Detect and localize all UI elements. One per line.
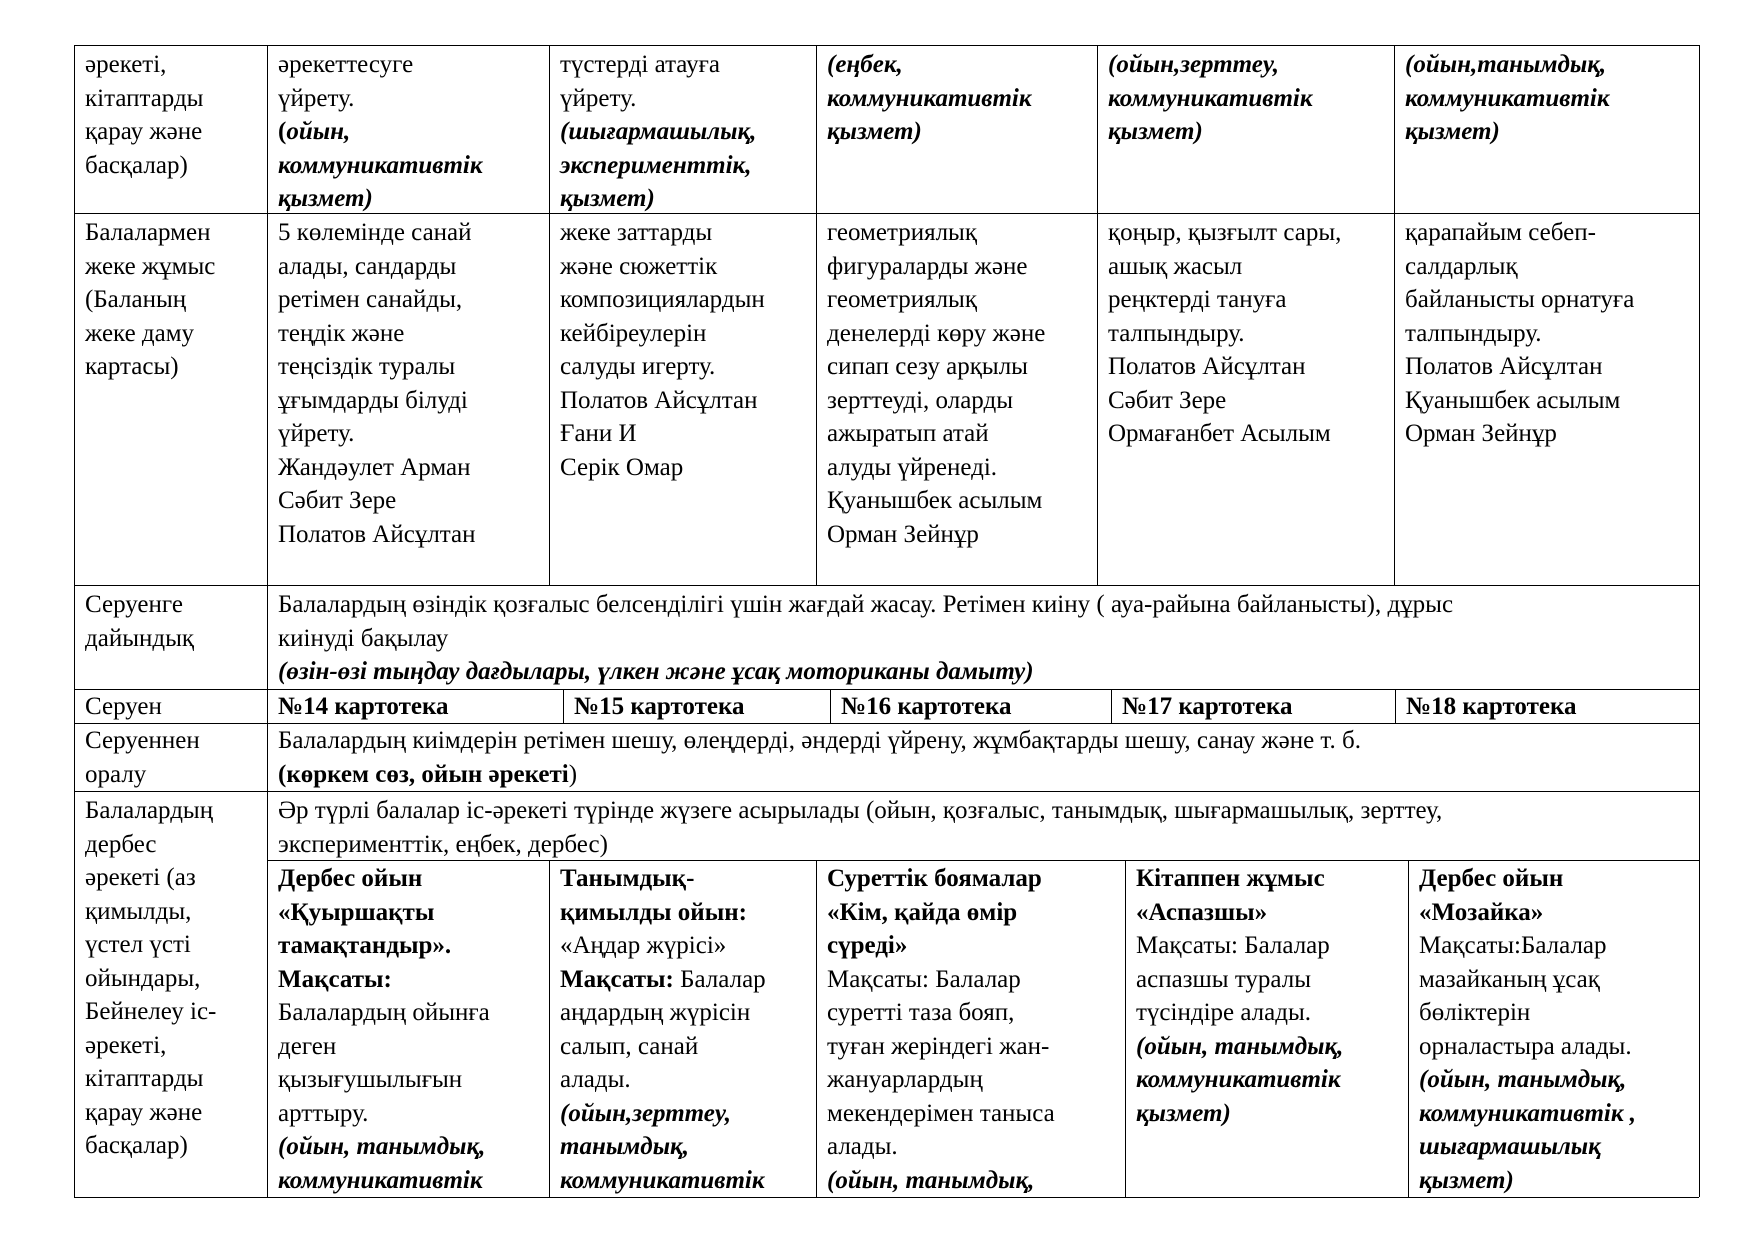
cell-line: шығармашылық xyxy=(1419,1133,1601,1160)
cell-line: (ойын, танымдық, xyxy=(1419,1066,1627,1093)
row2-label-cell xyxy=(85,216,215,384)
bold-text: ( xyxy=(278,118,287,145)
cell-line: фигураларды және xyxy=(827,252,1028,280)
cell-line: Бейнелеу іс- xyxy=(85,998,217,1025)
cell-line: мекендерімен таныса xyxy=(827,1099,1055,1127)
cell-line: Полатов Айсұлтан xyxy=(560,386,758,414)
cell-line: Ормағанбет Асылым xyxy=(1108,420,1331,447)
cell-line: алады, сандарды xyxy=(278,252,457,280)
row4-label-cell xyxy=(85,690,162,724)
cell-line: қарау және xyxy=(85,1098,203,1126)
cell-line: «Мозайка» xyxy=(1419,898,1544,926)
cell-line: талпындыру. xyxy=(1108,319,1245,347)
cell-line: №15 картотека xyxy=(574,693,745,720)
cell-line: деген xyxy=(278,1032,337,1060)
row3-label-cell xyxy=(85,588,194,655)
cell-line: танымдық, xyxy=(560,1133,689,1160)
cell-line: Дербес ойын xyxy=(278,865,423,892)
cell-line: қызығушылығын xyxy=(278,1066,463,1093)
cell-line: (ойын, танымдық, xyxy=(827,1166,1035,1194)
cell-line: «Кім, қайда өмір xyxy=(827,898,1018,926)
cell-line: дайындық xyxy=(85,624,195,652)
cell-line: эксперименттік, еңбек, дербес) xyxy=(278,830,608,858)
row5-content-cell xyxy=(278,724,1361,791)
cell-line: Орман Зейнұр xyxy=(1405,420,1557,447)
row1-col2-cell xyxy=(560,48,756,216)
cell-line: әрекеті, xyxy=(85,51,167,78)
cell-line: оралу xyxy=(85,760,147,788)
cell-line: коммуникативтік xyxy=(827,84,1032,112)
cell-line: (ойын,танымдық, xyxy=(1405,51,1607,78)
cell-line: Мақсаты:Балалар xyxy=(1419,932,1607,959)
cell-line: дербес xyxy=(85,830,157,858)
row1-label-cell xyxy=(85,48,203,182)
bold-text: (көркем сөз, ойын әрекеті xyxy=(278,760,569,788)
close-paren: ) xyxy=(568,760,578,788)
cell-line: қызмет) xyxy=(560,185,655,212)
cell-line: (ойын,зерттеу, xyxy=(560,1099,731,1127)
cell-line: коммуникативтік xyxy=(1108,84,1313,112)
cell-line: Мақсаты: Балалар xyxy=(827,965,1021,993)
cell-line: ұғымдарды білуді xyxy=(278,386,468,414)
cell-line: басқалар) xyxy=(85,1132,188,1159)
cell-line: кітаптарды xyxy=(85,84,204,112)
cell-line: коммуникативтік xyxy=(278,1166,483,1194)
cell-line: алады. xyxy=(827,1133,898,1160)
cell-line: Серуен xyxy=(85,693,162,720)
cell-line: киінуді бақылау xyxy=(278,624,449,652)
cell-line: Суреттік боямалар xyxy=(827,865,1042,892)
row3-content-cell xyxy=(278,588,1453,689)
row6-label-cell xyxy=(85,794,216,1163)
cell-line: салып, санай xyxy=(560,1032,699,1060)
row1-col5-cell xyxy=(1405,48,1610,149)
cell-line: (ойын, танымдық, xyxy=(1136,1032,1344,1060)
cell-line: геометриялық xyxy=(827,219,977,246)
cell-line: коммуникативтік , xyxy=(1419,1099,1637,1127)
cell-line: кейбіреулерін xyxy=(560,319,707,347)
cell-line: Сәбит Зере xyxy=(1108,386,1227,414)
cell-line: қызмет) xyxy=(1136,1099,1231,1127)
activity-doll-feeding xyxy=(278,862,490,1197)
cell-line: салдарлық xyxy=(1405,252,1518,280)
cell-line: әрекеті (аз xyxy=(85,864,196,891)
cell-line: қызмет) xyxy=(278,185,373,212)
cell-line: теңсіздік туралы xyxy=(278,353,456,380)
cell-line: байланысты орнатуға xyxy=(1405,286,1635,313)
cell-line: жануарлардың xyxy=(827,1066,983,1093)
cell-line: суретті таза бояп, xyxy=(827,999,1015,1026)
cell-line xyxy=(278,758,1361,792)
cell-line: арттыру. xyxy=(278,1099,369,1127)
activity-animal-walk xyxy=(560,862,766,1197)
activity-book-cook xyxy=(1136,862,1343,1130)
cell-line: әрекеттесуге xyxy=(278,51,414,78)
card-15 xyxy=(574,690,745,724)
cell-line: Серуенге xyxy=(85,591,183,618)
cell-line: композициялардын xyxy=(560,286,765,313)
bold-italic-text: ойын, xyxy=(286,118,351,145)
cell-line: Қуанышбек асылым xyxy=(827,487,1043,514)
cell-line: Орман Зейнұр xyxy=(827,520,979,548)
cell-line: Полатов Айсұлтан xyxy=(1108,353,1306,380)
cell-line: «Аңдар жүрісі» xyxy=(560,932,727,959)
cell-line: алады. xyxy=(560,1066,631,1093)
cell-line: түстерді атауға xyxy=(560,51,720,78)
row2-col5-cell xyxy=(1405,216,1634,451)
cell-line: (ойын,зерттеу, xyxy=(1108,51,1279,78)
cell-line: қызмет) xyxy=(827,118,922,145)
cell-line: үйрету. xyxy=(278,420,355,447)
cell-line: «Аспазшы» xyxy=(1136,898,1268,926)
cell-line: теңдік және xyxy=(278,319,405,347)
cell-line: жеке жұмыс xyxy=(85,252,216,280)
cell-line: ретімен санайды, xyxy=(278,286,463,313)
cell-line: реңктерді тануға xyxy=(1108,286,1287,313)
cell-line: тамақтандыр». xyxy=(278,932,452,959)
cell-line: Жандәулет Арман xyxy=(278,453,471,481)
cell-line: орналастыра алады. xyxy=(1419,1032,1632,1060)
cell-line: Полатов Айсұлтан xyxy=(278,520,476,548)
cell-line: коммуникативтік xyxy=(1405,84,1610,112)
cell-line: Балалардың киімдерін ретімен шешу, өлеңдерді, әндерді үйрену, жұмбақтарды шешу, санау және т. б. xyxy=(278,727,1361,754)
row1-col1-cell xyxy=(278,48,483,216)
cell-line: коммуникативтік xyxy=(560,1166,765,1194)
cell-line: алуды үйренеді. xyxy=(827,453,998,481)
cell-line: Әр түрлі балалар іс-әрекеті түрінде жүзеге асырылады (ойын, қозғалыс, танымдық, шығармашылық, зерттеу, xyxy=(278,797,1443,824)
card-14 xyxy=(278,690,449,724)
cell-line: №18 картотека xyxy=(1406,693,1577,720)
cell-line: әрекеті, xyxy=(85,1031,167,1059)
cell-line: Балалармен xyxy=(85,219,211,246)
cell-line xyxy=(278,115,483,149)
activity-coloring xyxy=(827,862,1055,1197)
cell-line: зерттеуді, оларды xyxy=(827,386,1013,414)
cell-line: үйрету. xyxy=(278,84,355,112)
cell-line: Полатов Айсұлтан xyxy=(1405,353,1603,380)
cell-line: түсіндіре алады. xyxy=(1136,999,1312,1026)
row2-col2-cell xyxy=(560,216,765,484)
cell-line: ажыратып атай xyxy=(827,420,989,447)
cell-line: қарау және xyxy=(85,118,203,145)
cell-line: аспазшы туралы xyxy=(1136,965,1312,993)
cell-line: геометриялық xyxy=(827,286,977,313)
cell-line: кітаптарды xyxy=(85,1065,204,1092)
cell-line: үйрету. xyxy=(560,84,637,112)
cell-line: сипап сезу арқылы xyxy=(827,353,1028,380)
cell-line: Балалардың xyxy=(85,797,214,824)
cell-line: аңдардың жүрісін xyxy=(560,999,751,1026)
cell-line: Кітаппен жұмыс xyxy=(1136,865,1325,892)
cell-line: Дербес ойын xyxy=(1419,865,1564,892)
cell-line: мазайканың ұсақ xyxy=(1419,965,1600,993)
row6-intro-cell xyxy=(278,794,1442,861)
cell-line: денелерді көру және xyxy=(827,319,1046,347)
cell-line: жеке даму xyxy=(85,319,195,347)
cell-line: картасы) xyxy=(85,353,179,380)
row1-col4-cell xyxy=(1108,48,1313,149)
cell-line: сүреді» xyxy=(827,932,908,959)
cell-line: эксперименттік, xyxy=(560,151,752,179)
cell-line: Ғани И xyxy=(560,420,637,447)
cell-line: қимылды, xyxy=(85,897,192,925)
cell-line: бөліктерін xyxy=(1419,999,1531,1026)
cell-line xyxy=(560,963,766,997)
activity-mosaic xyxy=(1419,862,1636,1197)
cell-line: қимылды ойын: xyxy=(560,898,747,926)
cell-line: жеке заттарды xyxy=(560,219,713,246)
cell-line: қызмет) xyxy=(1108,118,1203,145)
cell-line: Танымдық- xyxy=(560,865,695,892)
plain-text: Балалар xyxy=(673,965,766,993)
cell-line: Балалардың өзіндік қозғалыс белсенділігі үшін жағдай жасау. Ретімен киіну ( ауа-райына байланысты), дұрыс xyxy=(278,591,1454,618)
bold-text: Мақсаты: xyxy=(560,965,674,993)
cell-line: және сюжеттік xyxy=(560,252,718,280)
cell-line: (Баланың xyxy=(85,286,187,313)
cell-line: қызмет) xyxy=(1405,118,1500,145)
cell-line: ойындары, xyxy=(85,964,201,992)
cell-line: Сәбит Зере xyxy=(278,487,397,514)
cell-line: Серік Омар xyxy=(560,453,684,481)
cell-line: басқалар) xyxy=(85,151,188,179)
row2-col4-cell xyxy=(1108,216,1341,451)
cell-line: ашық жасыл xyxy=(1108,252,1243,280)
cell-line: (шығармашылық, xyxy=(560,118,757,145)
card-16 xyxy=(841,690,1012,724)
cell-line: қызмет) xyxy=(1419,1166,1514,1194)
cell-line: туған жеріндегі жан- xyxy=(827,1032,1050,1060)
row2-col3-cell xyxy=(827,216,1045,551)
cell-line: коммуникативтік xyxy=(278,151,483,179)
cell-line: үстел үсті xyxy=(85,931,191,958)
row1-col3-cell xyxy=(827,48,1032,149)
cell-line: (еңбек, xyxy=(827,51,903,78)
cell-line: №17 картотека xyxy=(1122,693,1293,720)
cell-line: Қуанышбек асылым xyxy=(1405,386,1621,414)
cell-line: 5 көлемінде санай xyxy=(278,219,472,246)
cell-line: талпындыру. xyxy=(1405,319,1542,347)
cell-line: (өзін-өзі тыңдау дағдылары, үлкен және ұсақ моториканы дамыту) xyxy=(278,658,1034,685)
cell-line: Балалардың ойынға xyxy=(278,999,490,1026)
row5-label-cell xyxy=(85,724,200,791)
cell-line: Мақсаты: Балалар xyxy=(1136,932,1330,959)
cell-line: Мақсаты: xyxy=(278,965,392,993)
card-18 xyxy=(1406,690,1577,724)
cell-line: салуды игерту. xyxy=(560,353,716,380)
cell-line: қарапайым себеп- xyxy=(1405,219,1596,246)
cell-line: қоңыр, қызғылт сары, xyxy=(1108,219,1342,246)
cell-line: Серуеннен xyxy=(85,727,200,754)
cell-line: коммуникативтік xyxy=(1136,1066,1341,1093)
cell-line: «Қуыршақты xyxy=(278,898,435,926)
card-17 xyxy=(1122,690,1293,724)
cell-line: №14 картотека xyxy=(278,693,449,720)
cell-line: (ойын, танымдық, xyxy=(278,1133,486,1160)
row2-col1-cell xyxy=(278,216,476,551)
cell-line: №16 картотека xyxy=(841,693,1012,720)
